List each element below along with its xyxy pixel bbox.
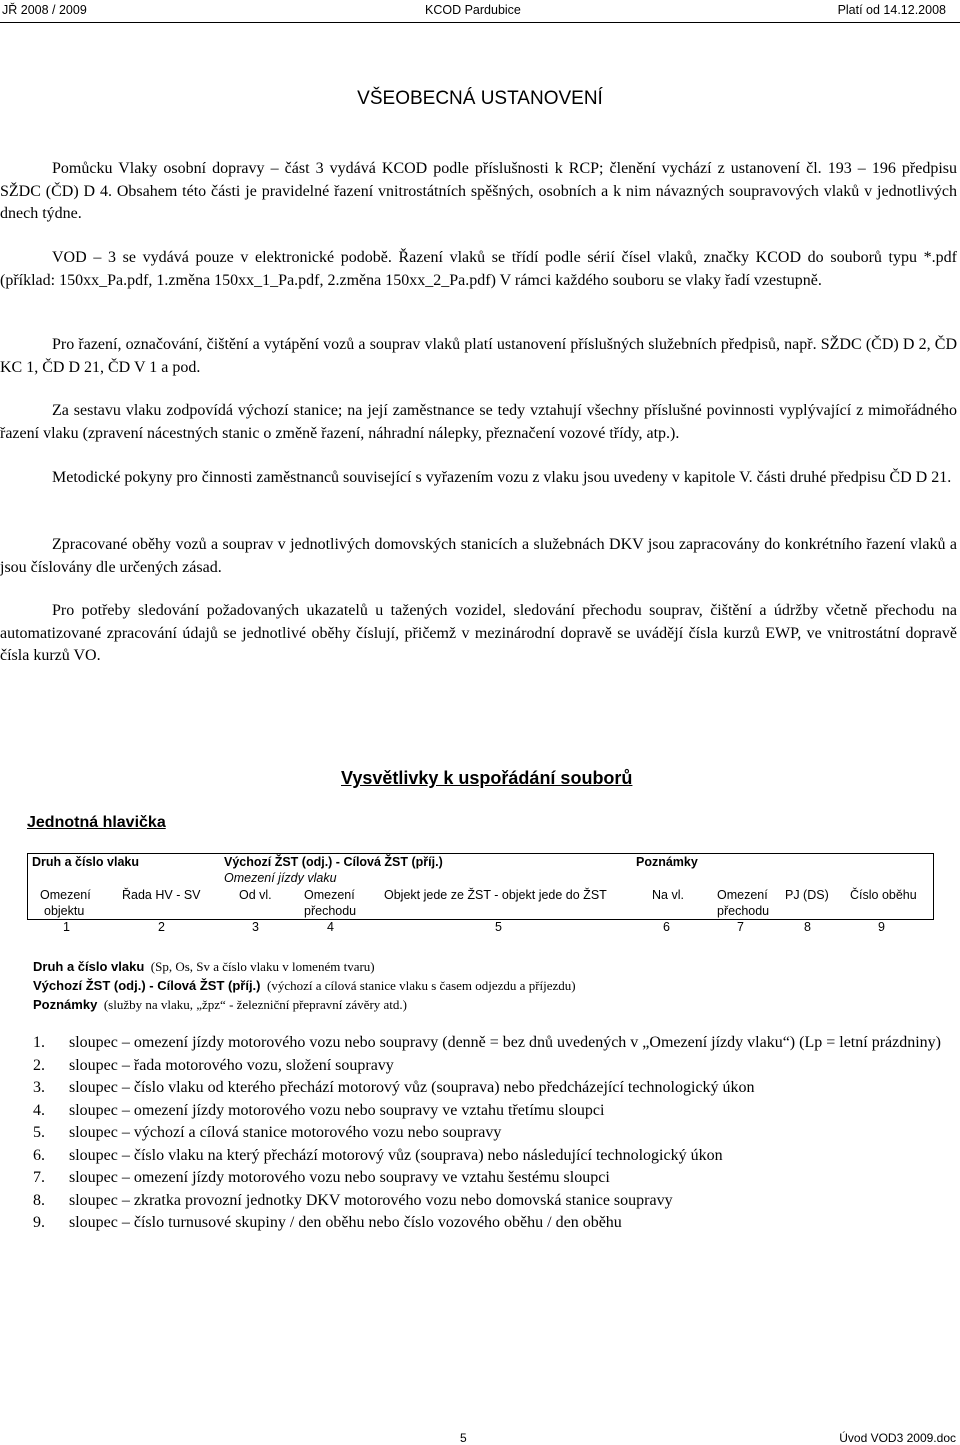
- list-item: [33, 1212, 957, 1235]
- paragraph-3: Pro řazení, označování, čištění a vytápění vozů a souprav vlaků platí ustanovení příslušných služebních předpisů, např. SŽDC (ČD) D 2, ČD KC 1, ČD D 21, ČD V 1 a pod.: [0, 336, 957, 376]
- paragraph-1: Pomůcku Vlaky osobní dopravy – část 3 vydává KCOD podle příslušnosti k RCP; členění vychází z ustanovení čl. 193 – 196 předpisu SŽDC (ČD) D 4. Obsahem této části je pravidelné řazení vnitrostátních spěšných, osobních a k nim návazných soupravových vlaků v jednotlivých dnech týdne.: [0, 160, 957, 222]
- list-item: [33, 1100, 957, 1123]
- table-cell-restriction: Omezení jízdy vlaku: [224, 871, 337, 885]
- table-cell-notes: Poznámky: [636, 855, 698, 869]
- legend-key: Druh a číslo vlaku: [33, 959, 145, 974]
- table-cell-train: Druh a číslo vlaku: [32, 855, 139, 869]
- list-text: sloupec – zkratka provozní jednotky DKV motorového vozu nebo domovská stanice soupravy: [69, 1191, 673, 1209]
- paragraph-2: VOD – 3 se vydává pouze v elektronické podobě. Řazení vlaků se třídí podle sérií čísel vlaků, značky KCOD do souborů typu *.pdf (příklad: 150xx_Pa.pdf, 1.změna 150xx_1_Pa.pdf, 2.změna 150xx_2_Pa.pdf) V rámci každého souboru se vlaky řadí vzestupně.: [0, 249, 957, 289]
- list-item: [33, 1077, 957, 1100]
- legend-item: [33, 976, 576, 995]
- column-number: 2: [158, 920, 165, 934]
- list-item: [33, 1167, 957, 1190]
- legend-key: Výchozí ŽST (odj.) - Cílová ŽST (příj.): [33, 978, 261, 993]
- header-center: KCOD Pardubice: [425, 3, 521, 17]
- list-item: [33, 1122, 957, 1145]
- list-text: sloupec – řada motorového vozu, složení soupravy: [69, 1056, 394, 1074]
- table-cell-col3: Od vl.: [239, 888, 272, 902]
- list-text: sloupec – výchozí a cílová stanice motorového vozu nebo soupravy: [69, 1124, 502, 1141]
- list-number: 5.: [33, 1124, 45, 1141]
- column-description-list: [33, 1032, 957, 1235]
- list-item: [33, 1190, 957, 1213]
- footer-file-name: Úvod VOD3 2009.doc: [839, 1431, 956, 1445]
- list-text: sloupec – číslo vlaku od kterého přechází motorový vůz (souprava) nebo předcházející technologický úkon: [69, 1079, 755, 1096]
- table-cell-route: Výchozí ŽST (odj.) - Cílová ŽST (příj.): [224, 855, 443, 869]
- list-text: sloupec – omezení jízdy motorového vozu nebo soupravy (denně = bez dnů uvedených v „Omezení jízdy vlaku“) (Lp = letní prázdniny): [69, 1034, 941, 1051]
- list-number: 6.: [33, 1146, 45, 1164]
- list-number: 7.: [33, 1169, 45, 1186]
- list-text: sloupec – číslo vlaku na který přechází motorový vůz (souprava) nebo následující technologický úkon: [69, 1146, 723, 1164]
- list-number: 8.: [33, 1191, 45, 1209]
- paragraph-6: Zpracované oběhy vozů a souprav v jednotlivých domovských stanicích a služebnách DKV jsou zapracovány do konkrétního řazení vlaků a jsou číslovány dle určených zásad.: [0, 536, 957, 576]
- table-cell-col9: Číslo oběhu: [850, 888, 917, 902]
- legend: [33, 957, 576, 1014]
- legend-desc: (výchozí a cílová stanice vlaku s časem odjezdu a příjezdu): [267, 978, 576, 993]
- list-text: sloupec – číslo turnusové skupiny / den oběhu nebo číslo vozového oběhu / den oběhu: [69, 1214, 622, 1231]
- legend-item: [33, 995, 576, 1014]
- section-title: Vysvětlivky k uspořádání souborů: [341, 768, 633, 788]
- table-cell-col5: Objekt jede ze ŽST - objekt jede do ŽST: [384, 888, 607, 902]
- table-cell-col2: Řada HV - SV: [122, 888, 201, 902]
- table-cell-col1b: objektu: [44, 904, 85, 918]
- table-cell-col7: Omezení: [717, 888, 768, 902]
- paragraph-5: Metodické pokyny pro činnosti zaměstnanců související s vyřazením vozu z vlaku jsou uvedeny v kapitole V. části druhé předpisu ČD D 21.: [52, 469, 952, 486]
- list-number: 4.: [33, 1101, 45, 1119]
- legend-item: [33, 957, 576, 976]
- page-title: VŠEOBECNÁ USTANOVENÍ: [357, 88, 603, 109]
- paragraph-7: Pro potřeby sledování požadovaných ukazatelů u tažených vozidel, sledování přechodu souprav, čištění a údržby včetně přechodu na automatizované zpracování údajů se jednotlivé oběhy číslují, přičemž v mezinárodní dopravě se uvádějí čísla kurzů EWP, ve vnitrostátní dopravě čísla kurzů VO.: [0, 602, 957, 664]
- table-cell-col8: PJ (DS): [785, 888, 829, 902]
- paragraph-4: Za sestavu vlaku zodpovídá výchozí stanice; na její zaměstnance se tedy vztahují všechny příslušné povinnosti vyplývající z mimořádného řazení vlaku (zpravení nácestných stanic o změně řazení, náhradní nálepky, přeznačení vozové třídy, atp.).: [0, 402, 957, 442]
- column-number: 3: [252, 920, 259, 934]
- list-text: sloupec – omezení jízdy motorového vozu nebo soupravy ve vztahu šestému sloupci: [69, 1169, 610, 1186]
- header-divider: [0, 22, 960, 23]
- list-number: 9.: [33, 1214, 45, 1231]
- table-cell-col4: Omezení: [304, 888, 355, 902]
- table-cell-col7b: přechodu: [717, 904, 770, 918]
- list-item: [33, 1145, 957, 1168]
- subsection-title: Jednotná hlavička: [27, 814, 166, 831]
- page-number: 5: [460, 1431, 467, 1445]
- column-number: 9: [878, 920, 885, 934]
- page-header: [0, 0, 960, 24]
- table-border: [27, 853, 934, 920]
- table-cell-col4b: přechodu: [304, 904, 357, 918]
- list-item: [33, 1055, 957, 1078]
- column-number: 5: [495, 920, 502, 934]
- list-number: 3.: [33, 1079, 45, 1096]
- table-cell-col1: Omezení: [40, 888, 91, 902]
- table-cell-col6: Na vl.: [652, 888, 684, 902]
- column-number: 6: [663, 920, 670, 934]
- header-right: Platí od 14.12.2008: [837, 3, 946, 17]
- list-number: 1.: [33, 1034, 45, 1051]
- column-number: 4: [327, 920, 334, 934]
- list-number: 2.: [33, 1056, 45, 1074]
- header-left: JŘ 2008 / 2009: [2, 3, 87, 17]
- list-item: [33, 1032, 957, 1055]
- column-number: 7: [737, 920, 744, 934]
- list-text: sloupec – omezení jízdy motorového vozu nebo soupravy ve vztahu třetímu sloupci: [69, 1101, 605, 1119]
- legend-desc: (Sp, Os, Sv a číslo vlaku v lomeném tvaru): [150, 959, 375, 974]
- legend-desc: (služby na vlaku, „žpz“ - železniční přepravní závěry atd.): [103, 997, 407, 1012]
- column-number: 1: [63, 920, 70, 934]
- column-number: 8: [804, 920, 811, 934]
- legend-key: Poznámky: [33, 997, 98, 1012]
